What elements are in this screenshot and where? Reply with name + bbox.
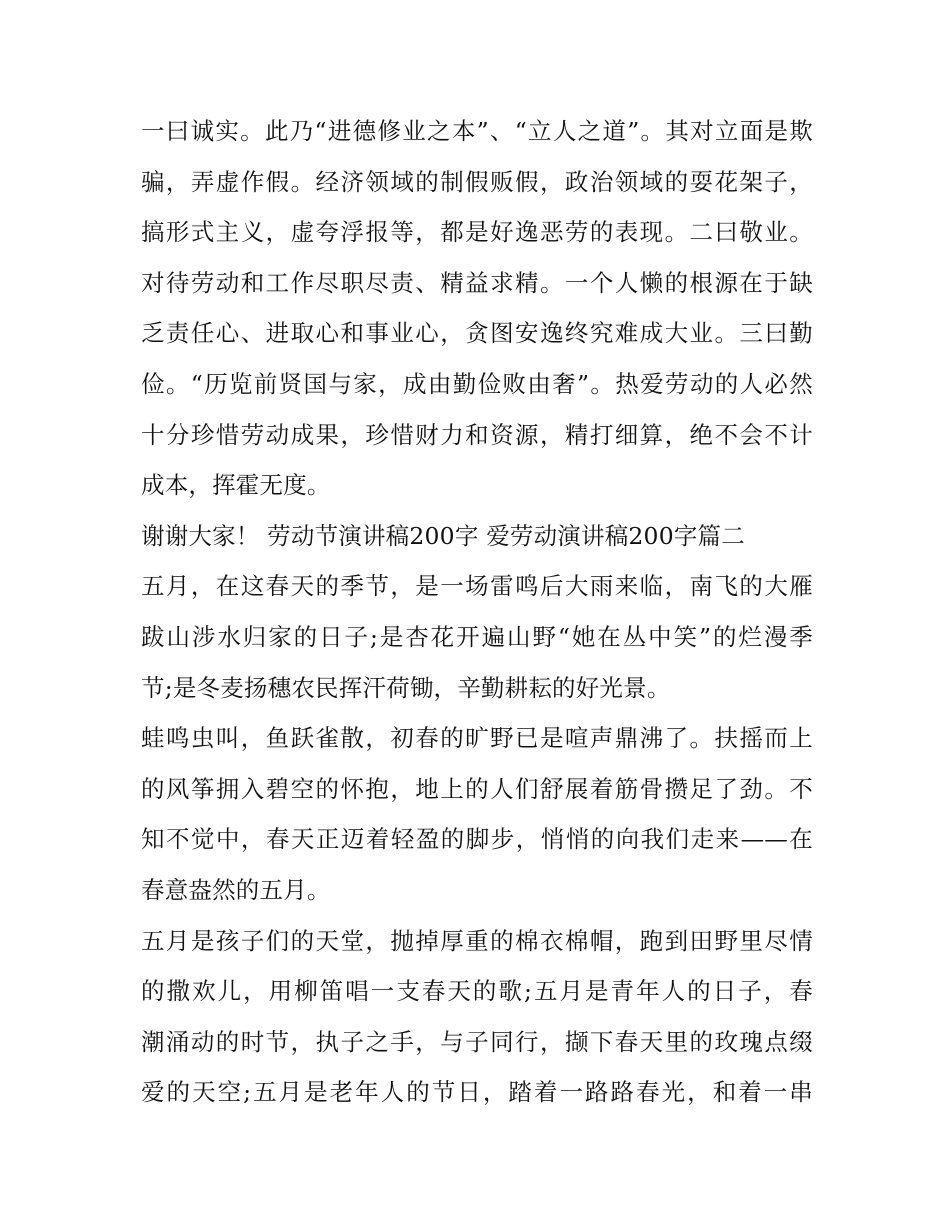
- text-line: 的撒欢儿，用柳笛唱一支春天的歌;五月是青年人的日子，春: [141, 977, 813, 1006]
- text-line: 对待劳动和工作尽职尽责、精益求精。一个人懒的根源在于缺: [141, 268, 813, 297]
- text-line: 搞形式主义，虚夸浮报等，都是好逸恶劳的表现。二曰敬业。: [141, 218, 813, 247]
- document-body: [141, 106, 813, 1118]
- text-line: 成本，挥霍无度。: [141, 471, 331, 500]
- text-line: 春意盎然的五月。: [141, 875, 331, 904]
- text-line: 俭。“历览前贤国与家，成由勤俭败由奢”。热爱劳动的人必然: [141, 369, 813, 398]
- paragraph-section-heading: [141, 511, 813, 562]
- text-line: 一曰诚实。此乃“进德修业之本”、“立人之道”。其对立面是欺: [141, 117, 813, 145]
- text-line: 蛙鸣虫叫，鱼跃雀散，初春的旷野已是喧声鼎沸了。扶摇而上: [141, 724, 813, 753]
- text-line: 节;是冬麦扬穗农民挥汗荷锄，辛勤耕耘的好光景。: [141, 673, 671, 702]
- text-line: 五月是孩子们的天堂，抛掉厚重的棉衣棉帽，跑到田野里尽情: [141, 926, 813, 955]
- text-line: 五月，在这春天的季节，是一场雷鸣后大雨来临，南飞的大雁: [141, 572, 813, 601]
- paragraph-may-season: [141, 561, 813, 713]
- text-line: 潮涌动的时节，执子之手，与子同行，撷下春天里的玫瑰点缀: [141, 1027, 813, 1056]
- paragraph-virtues: [141, 106, 813, 511]
- text-line: 知不觉中，春天正迈着轻盈的脚步，悄悄的向我们走来——在: [141, 825, 813, 854]
- text-line: 骗，弄虚作假。经济领域的制假贩假，政治领域的耍花架子，: [141, 167, 813, 196]
- paragraph-spring-field: [141, 713, 813, 915]
- text-line: 的风筝拥入碧空的怀抱，地上的人们舒展着筋骨攒足了劲。不: [141, 774, 813, 803]
- text-line: 乏责任心、进取心和事业心，贪图安逸终究难成大业。三曰勤: [141, 319, 813, 348]
- paragraph-may-people: [141, 916, 813, 1118]
- text-line: 跋山涉水归家的日子;是杏花开遍山野“她在丛中笑”的烂漫季: [141, 622, 813, 651]
- text-line: 十分珍惜劳动成果，珍惜财力和资源，精打细算，绝不会不计: [141, 420, 813, 449]
- section-heading: 谢谢大家！ 劳动节演讲稿200字 爱劳动演讲稿200字篇二: [141, 521, 745, 550]
- text-line: 爱的天空;五月是老年人的节日，踏着一路路春光，和着一串: [141, 1078, 813, 1107]
